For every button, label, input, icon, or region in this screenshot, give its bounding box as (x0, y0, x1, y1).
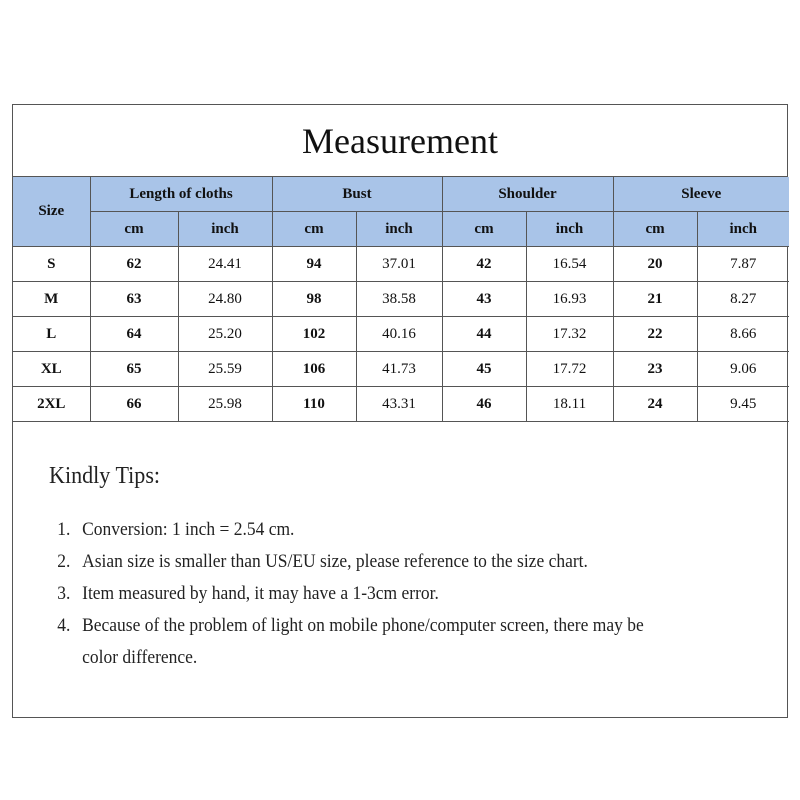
value-cell: 18.11 (526, 387, 613, 422)
value-cell: 8.27 (697, 282, 789, 317)
value-cell: 43 (442, 282, 526, 317)
header-unit-cm: cm (272, 212, 356, 247)
value-cell: 16.93 (526, 282, 613, 317)
value-cell: 9.06 (697, 352, 789, 387)
value-cell: 41.73 (356, 352, 442, 387)
value-cell: 62 (90, 247, 178, 282)
value-cell: 42 (442, 247, 526, 282)
value-cell: 110 (272, 387, 356, 422)
tip-item: 2. Asian size is smaller than US/EU size, please reference to the size chart. (75, 546, 671, 578)
tips-section (49, 463, 671, 674)
value-cell: 44 (442, 317, 526, 352)
size-cell: XL (13, 352, 90, 387)
value-cell: 22 (613, 317, 697, 352)
value-cell: 8.66 (697, 317, 789, 352)
header-unit-cm: cm (90, 212, 178, 247)
header-unit-inch: inch (526, 212, 613, 247)
table-row (13, 282, 789, 317)
table-row (13, 247, 789, 282)
header-unit-inch: inch (178, 212, 272, 247)
value-cell: 16.54 (526, 247, 613, 282)
measurement-table (13, 177, 789, 422)
size-cell: L (13, 317, 90, 352)
size-cell: M (13, 282, 90, 317)
header-group-row (13, 177, 789, 212)
value-cell: 24.41 (178, 247, 272, 282)
value-cell: 17.72 (526, 352, 613, 387)
table-row (13, 387, 789, 422)
tips-heading: Kindly Tips: (49, 463, 161, 489)
tip-item: 4. Because of the problem of light on mobile phone/computer screen, there may be color difference. (75, 610, 671, 674)
tip-item: 1. Conversion: 1 inch = 2.54 cm. (75, 514, 671, 546)
value-cell: 66 (90, 387, 178, 422)
header-unit-cm: cm (442, 212, 526, 247)
value-cell: 94 (272, 247, 356, 282)
size-cell: 2XL (13, 387, 90, 422)
value-cell: 20 (613, 247, 697, 282)
header-unit-inch: inch (356, 212, 442, 247)
value-cell: 24.80 (178, 282, 272, 317)
value-cell: 43.31 (356, 387, 442, 422)
table-row (13, 352, 789, 387)
value-cell: 25.20 (178, 317, 272, 352)
header-unit-cm: cm (613, 212, 697, 247)
value-cell: 9.45 (697, 387, 789, 422)
value-cell: 25.98 (178, 387, 272, 422)
table-row (13, 317, 789, 352)
size-cell: S (13, 247, 90, 282)
header-shoulder: Shoulder (442, 177, 613, 212)
header-bust: Bust (272, 177, 442, 212)
value-cell: 17.32 (526, 317, 613, 352)
value-cell: 25.59 (178, 352, 272, 387)
header-size: Size (13, 177, 90, 247)
header-sleeve: Sleeve (613, 177, 789, 212)
value-cell: 106 (272, 352, 356, 387)
value-cell: 46 (442, 387, 526, 422)
value-cell: 7.87 (697, 247, 789, 282)
page-title: Measurement (13, 105, 787, 177)
tip-item: 3. Item measured by hand, it may have a 1-3cm error. (75, 578, 671, 610)
value-cell: 40.16 (356, 317, 442, 352)
value-cell: 23 (613, 352, 697, 387)
value-cell: 37.01 (356, 247, 442, 282)
value-cell: 102 (272, 317, 356, 352)
header-unit-inch: inch (697, 212, 789, 247)
value-cell: 63 (90, 282, 178, 317)
value-cell: 98 (272, 282, 356, 317)
value-cell: 38.58 (356, 282, 442, 317)
value-cell: 64 (90, 317, 178, 352)
value-cell: 65 (90, 352, 178, 387)
value-cell: 45 (442, 352, 526, 387)
size-chart (12, 104, 788, 718)
tips-list (49, 514, 671, 674)
value-cell: 24 (613, 387, 697, 422)
value-cell: 21 (613, 282, 697, 317)
header-length: Length of cloths (90, 177, 272, 212)
header-unit-row (13, 212, 789, 247)
